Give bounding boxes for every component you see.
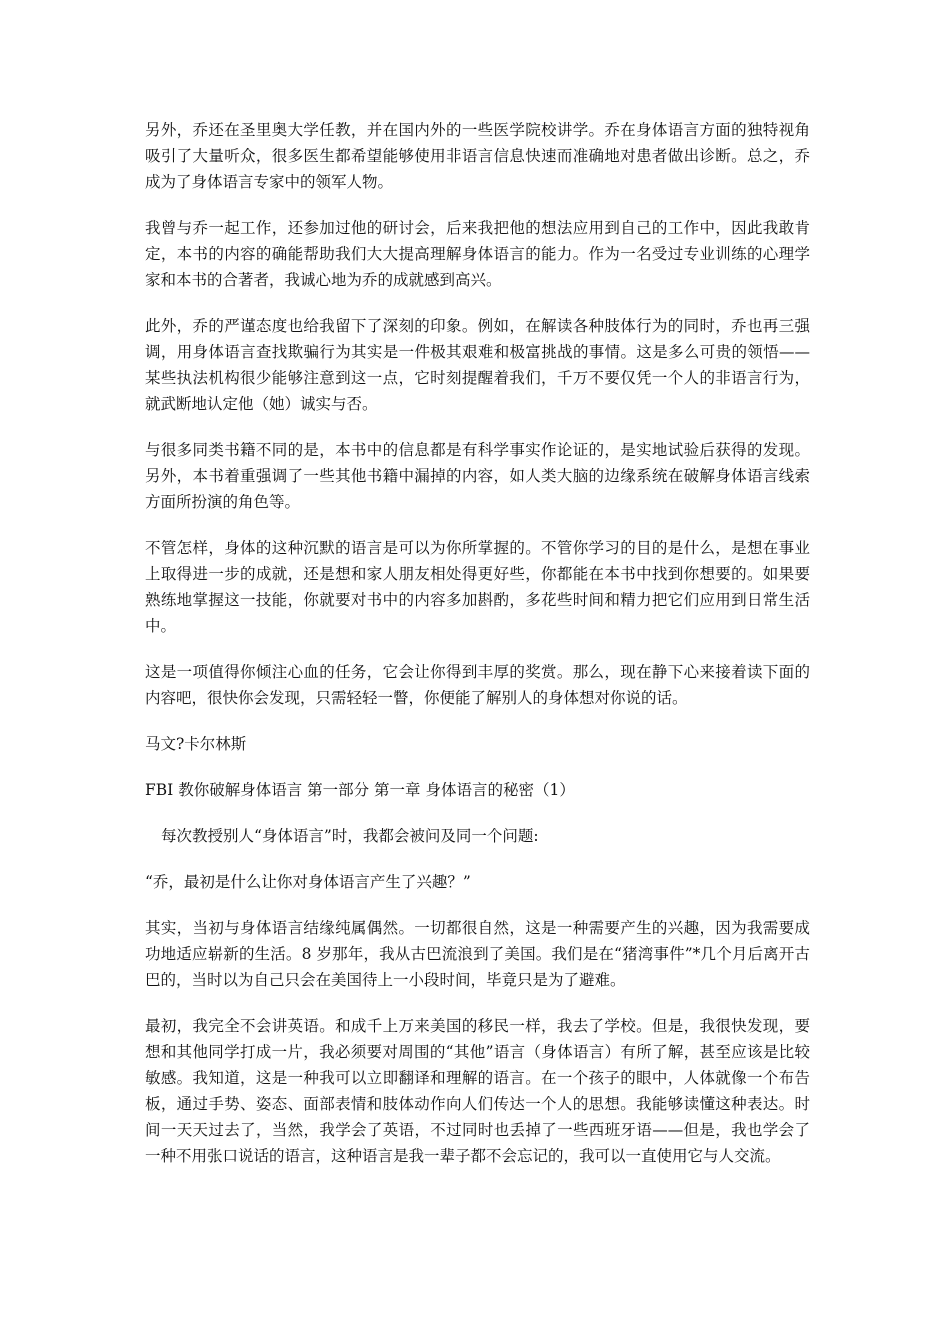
- document-body: [145, 117, 810, 1189]
- chapter-heading: FBI 教你破解身体语言 第一部分 第一章 身体语言的秘密（1）: [145, 781, 575, 799]
- paragraph-origin-story: 其实，当初与身体语言结缘纯属偶然。一切都很自然，这是一种需要产生的兴趣，因为我需要成功地适应崭新的生活。8 岁那年，我从古巴流浪到了美国。我们是在“猪湾事件”*几个月后离开古巴的，当时以为自己只会在美国待上一小段时间，毕竟只是为了避难。: [145, 919, 810, 989]
- paragraph-reward: 这是一项值得你倾注心血的任务，它会让你得到丰厚的奖赏。那么，现在静下心来接着读下面的内容吧，很快你会发现，只需轻轻一瞥，你便能了解别人的身体想对你说的话。: [145, 663, 810, 707]
- paragraph-learning-english: 最初，我完全不会讲英语。和成千上万来美国的移民一样，我去了学校。但是，我很快发现，要想和其他同学打成一片，我必须要对周围的“其他”语言（身体语言）有所了解，甚至应该是比较敏感。我知道，这是一种我可以立即翻译和理解的语言。在一个孩子的眼中，人体就像一个布告板，通过手势、姿态、面部表情和肢体动作向人们传达一个人的思想。我能够读懂这种表达。时间一天天过去了，当然，我学会了英语，不过同时也丢掉了一些西班牙语——但是，我也学会了一种不用张口说话的语言，这种语言是我一辈子都不会忘记的，我可以一直使用它与人交流。: [145, 1017, 810, 1165]
- paragraph-quote-question: “乔，最初是什么让你对身体语言产生了兴趣？”: [145, 873, 471, 891]
- paragraph-teaching-question: 每次教授别人“身体语言”时，我都会被问及同一个问题:: [161, 827, 539, 845]
- paragraph-rigorous-attitude: 此外，乔的严谨态度也给我留下了深刻的印象。例如，在解读各种肢体行为的同时，乔也再三强调，用身体语言查找欺骗行为其实是一件极其艰难和极富挑战的事情。这是多么可贵的领悟——某些执法机构很少能够注意到这一点，它时刻提醒着我们，千万不要仅凭一个人的非语言行为，就武断地认定他（她）诚实与否。: [145, 317, 810, 413]
- paragraph-qiao-teaching: 另外，乔还在圣里奥大学任教，并在国内外的一些医学院校讲学。乔在身体语言方面的独特视角吸引了大量听众，很多医生都希望能够使用非语言信息快速而准确地对患者做出诊断。总之，乔成为了身体语言专家中的领军人物。: [145, 121, 810, 191]
- paragraph-worked-with-qiao: 我曾与乔一起工作，还参加过他的研讨会，后来我把他的想法应用到自己的工作中，因此我敢肯定，本书的内容的确能帮助我们大大提高理解身体语言的能力。作为一名受过专业训练的心理学家和本书的合著者，我诚心地为乔的成就感到高兴。: [145, 219, 810, 289]
- paragraph-scientific-evidence: 与很多同类书籍不同的是，本书中的信息都是有科学事实作论证的，是实地试验后获得的发现。另外，本书着重强调了一些其他书籍中漏掉的内容，如人类大脑的边缘系统在破解身体语言线索方面所扮演的角色等。: [145, 441, 810, 511]
- paragraph-silent-language: 不管怎样，身体的这种沉默的语言是可以为你所掌握的。不管你学习的目的是什么，是想在事业上取得进一步的成就，还是想和家人朋友相处得更好些，你都能在本书中找到你想要的。如果要熟练地掌握这一技能，你就要对书中的内容多加斟酌，多花些时间和精力把它们应用到日常生活中。: [145, 539, 810, 635]
- author-signature: 马文?卡尔林斯: [145, 735, 247, 753]
